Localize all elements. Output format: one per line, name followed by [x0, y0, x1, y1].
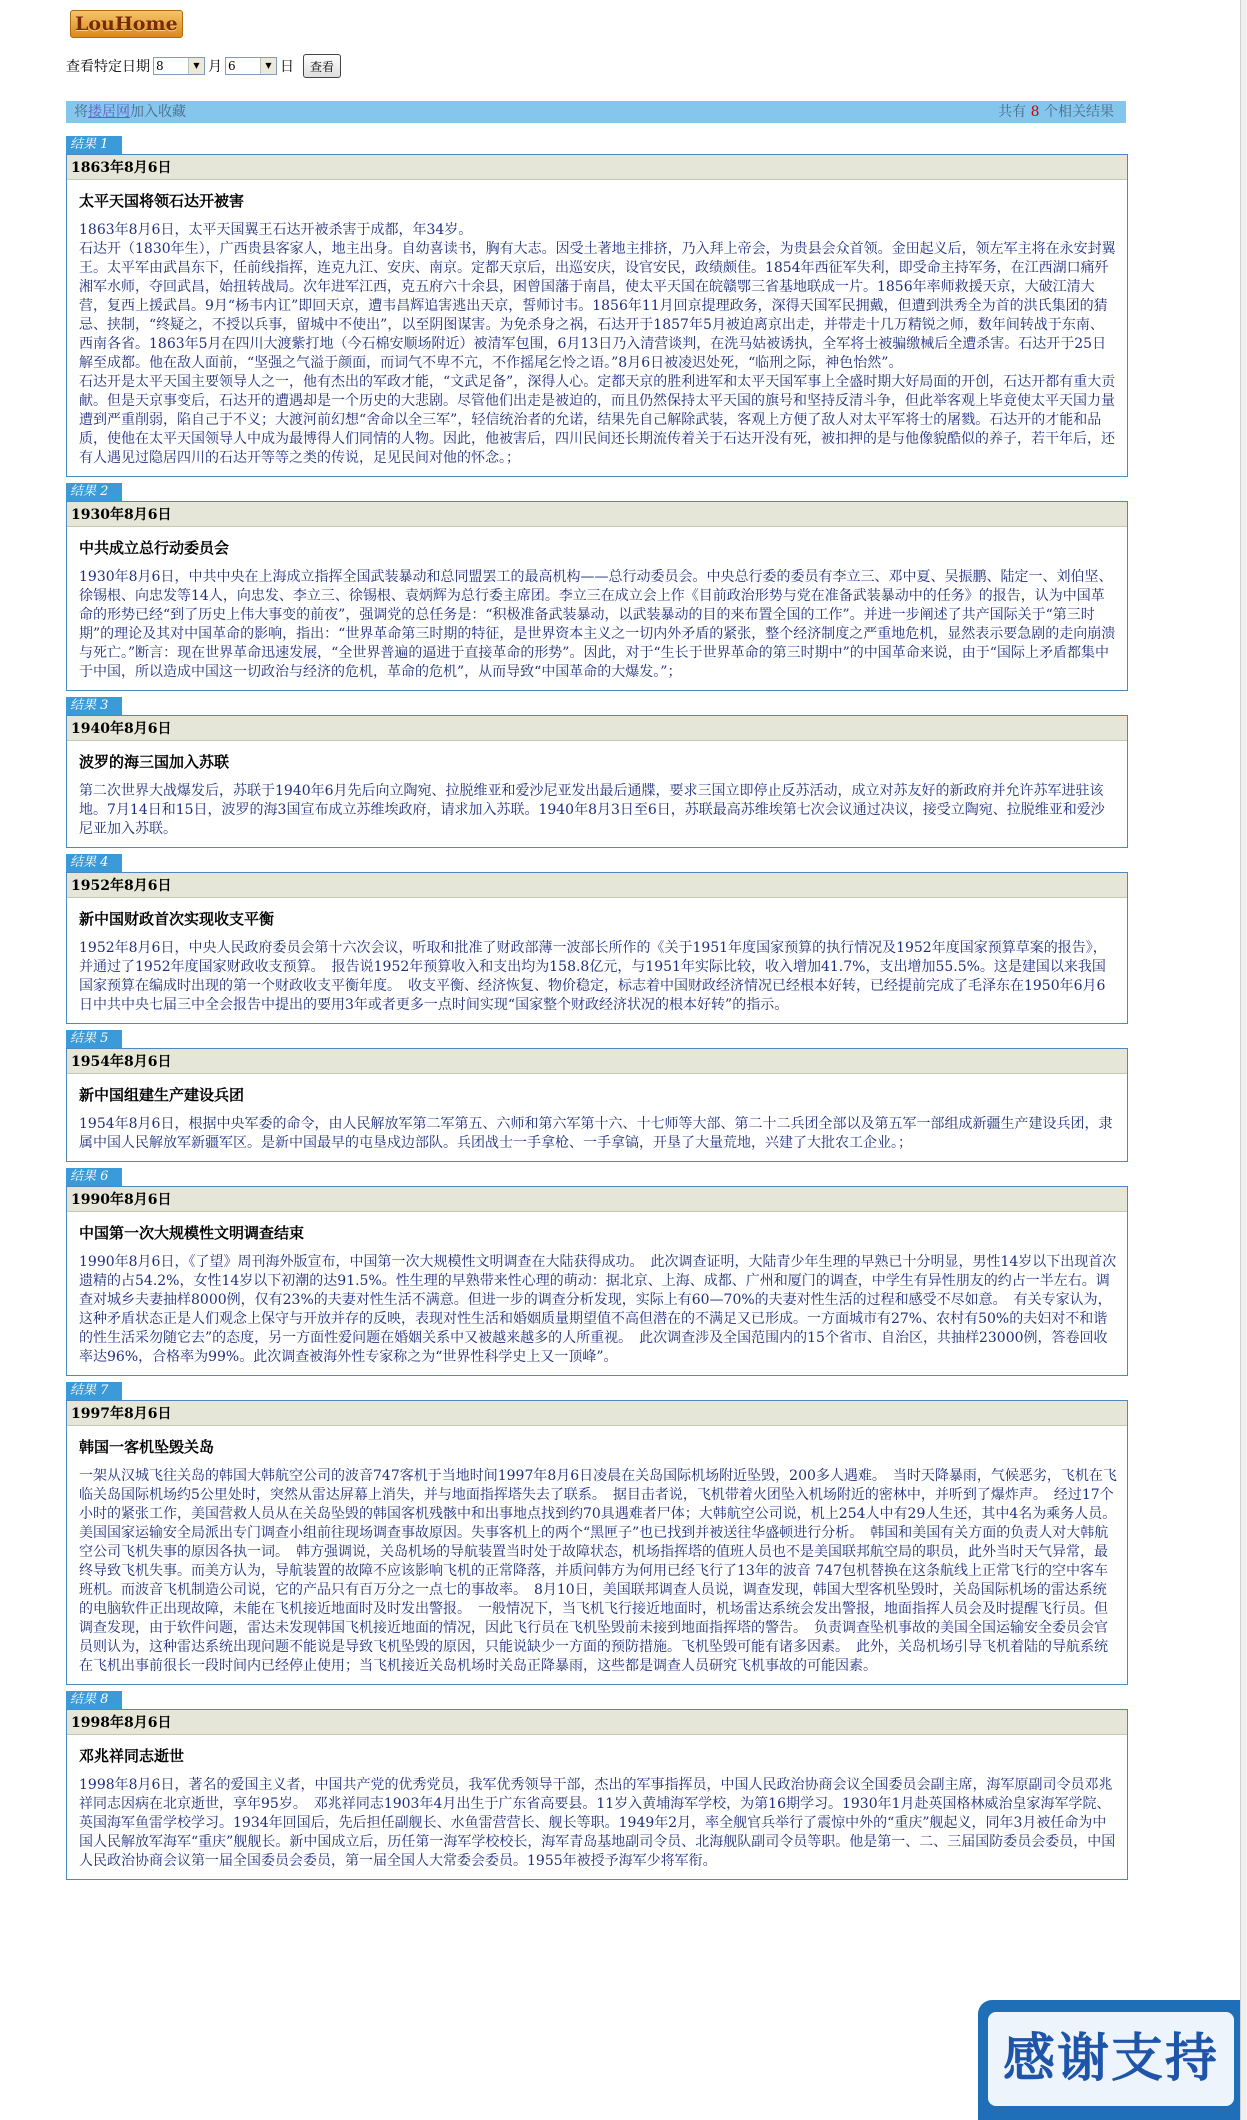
result-item	[66, 136, 1128, 477]
chevron-down-icon: ▼	[188, 58, 204, 74]
result-count-number: 8	[1030, 104, 1040, 120]
result-item	[66, 1691, 1128, 1880]
result-tag: 结果 5	[66, 1030, 122, 1048]
result-tag: 结果 8	[66, 1691, 122, 1709]
result-date: 1997年8月6日	[67, 1401, 1127, 1426]
result-title: 邓兆祥同志逝世	[79, 1747, 185, 1765]
day-unit-label: 日	[280, 59, 294, 75]
result-tag: 结果 4	[66, 854, 122, 872]
result-tag: 结果 6	[66, 1168, 122, 1186]
month-select-value: 8	[156, 59, 164, 73]
result-card	[66, 1048, 1128, 1162]
result-text: 1952年8月6日，中央人民政府委员会第十六次会议，听取和批准了财政部薄一波部长所作的《关于1951年度国家预算的执行情况及1952年度国家预算草案的报告》，并通过了1952年度国家财政收支预算。 报告说1952年预算收入和支出均为158.8亿元，与1951年实际比较，收入增加41.7%，支出增加55.5%。这是建国以来我国国家预算在编成时出现的第一个财政收支平衡年度。 收支平衡、经济恢复、物价稳定，标志着中国财政经济情况已经根本好转，已经提前完成了毛泽东在1950年6月6日中共中央七届三中全会报告中提出的要用3年或者更多一点时间实现“国家整个财政经济状况的根本好转”的指示。	[79, 940, 1107, 1013]
result-text: 1998年8月6日，著名的爱国主义者，中国共产党的优秀党员，我军优秀领导干部，杰出的军事指挥员，中国人民政治协商会议全国委员会副主席，海军原副司令员邓兆祥同志因病在北京逝世，享年95岁。 邓兆祥同志1903年4月出生于广东省高要县。11岁入黄埔海军学校，为第16期学习。1930年1月赴英国格林威治皇家海军学院、英国海军鱼雷学校学习。1934年回国后，先后担任副舰长、水鱼雷营营长、舰长等职。1949年2月，率全舰官兵举行了震惊中外的“重庆”舰起义，同年3月被任命为中国人民解放军海军“重庆”舰舰长。新中国成立后，历任第一海军学校校长，海军青岛基地副司令员、北海舰队副司令员等职。他是第一、二、三届国防委员会委员，中国人民政治协商会议第一届全国委员会委员，第一届全国人大常委会委员。1955年被授予海军少将军衔。	[79, 1777, 1116, 1869]
site-logo[interactable]: LouHome	[70, 10, 183, 38]
month-select[interactable]	[153, 57, 205, 75]
result-item	[66, 1382, 1128, 1685]
result-item	[66, 697, 1128, 848]
result-tag: 结果 3	[66, 697, 122, 715]
result-date: 1952年8月6日	[67, 873, 1127, 898]
add-favorite-prefix: 将	[74, 104, 88, 120]
result-text: 1930年8月6日，中共中央在上海成立指挥全国武装暴动和总同盟罢工的最高机构——总行动委员会。中央总行委的委员有李立三、邓中夏、吴振鹏、陆定一、刘伯坚、徐锡根、向忠发等14人，向忠发、李立三、徐锡根、袁炳辉为总行委主席团。李立三在成立会上作《目前政治形势与党在准备武装暴动中的任务》的报告，认为中国革命的形势已经“到了历史上伟大事变的前夜”，强调党的总任务是：“积极准备武装暴动，以武装暴动的目的来布置全国的工作”。并进一步阐述了共产国际关于“第三时期”的理论及其对中国革命的影响，指出：“世界革命第三时期的特征，是世界资本主义之一切内外矛盾的紧张，整个经济制度之严重地危机，显然表示要急剧的走向崩溃与死亡。”断言：现在世界革命迅速发展，“全世界普遍的逼进于直接革命的形势”。因此，对于“生长于世界革命的第三时期中”的中国革命来说，由于“国际上矛盾都集中于中国，所以造成中国这一切政治与经济的危机，革命的危机”，从而导致“中国革命的大爆发。”；	[79, 569, 1116, 680]
result-count	[998, 101, 1114, 123]
thanks-badge[interactable]	[978, 2000, 1247, 2120]
result-text: 1863年8月6日，太平天国翼王石达开被杀害于成都，年34岁。 石达开（1830年生），广西贵县客家人，地主出身。自幼喜读书，胸有大志。因受土著地主排挤，乃入拜上帝会，为贵县会众首领。金田起义后，领左军主将在永安封翼王。太平军由武昌东下，任前线指挥，连克九江、安庆、南京。定都天京后，出巡安庆，设官安民，政绩颇佳。1854年西征军失利，即受命主持军务，在江西湖口痛歼湘军水师，夺回武昌，始扭转战局。次年进军江西，克五府六十余县，困曾国藩于南昌，使太平天国在皖赣鄂三省基地联成一片。1856年率师救援天京，大破江清大营，复西上援武昌。9月“杨韦内讧”即回天京，遭韦昌辉追害逃出天京，誓师讨韦。1856年11月回京提理政务，深得天国军民拥戴，但遭到洪秀全为首的洪氏集团的猜忌、挟制，“终疑之，不授以兵事，留城中不使出”，以至阴图谋害。为免杀身之祸，石达开于1857年5月被迫离京出走，并带走十几万精锐之师，数年间转战于东南、西南各省。1863年5月在四川大渡紫打地（今石棉安顺场附近）被清军包围，6月13日乃入清营谈判，在洗马姑被诱执，全军将士被骗缴械后全遭杀害。石达开于25日解至成都。他在敌人面前，“坚强之气溢于颜面，而词气不卑不亢，不作摇尾乞怜之语。”8月6日被凌迟处死，“临刑之际，神色怡然”。 石达开是太平天国主要领导人之一，他有杰出的军政才能，“文武足备”，深得人心。定都天京的胜利进军和太平天国军事上全盛时期大好局面的开创，石达开都有重大贡献。但是天京事变后，石达开的遭遇却是一个历史的大悲剧。尽管他们出走是被迫的，而且仍然保持太平天国的旗号和坚持反清斗争，但此举客观上毕竟使太平天国力量遭到严重削弱，陷自己于不义；大渡河前幻想“舍命以全三军”，轻信统治者的允诺，结果先自己解除武装，客观上方便了敌人对太平军将士的屠戮。石达开的才能和品质，使他在太平天国领导人中成为最博得人们同情的人物。因此，他被害后，四川民间还长期流传着关于石达开没有死，被扣押的是与他像貌酷似的养子，若干年后，还有人遇见过隐居四川的石达开等等之类的传说，足见民间对他的怀念。；	[79, 222, 1116, 466]
result-tag: 结果 1	[66, 136, 122, 154]
site-name-link[interactable]: 搂居网	[88, 104, 130, 120]
result-text: 1954年8月6日，根据中央军委的命令，由人民解放军第二军第五、六师和第六军第十六、十七师等大部、第二十二兵团全部以及第五军一部组成新疆生产建设兵团，隶属中国人民解放军新疆军区。是新中国最早的屯垦戍边部队。兵团战士一手拿枪、一手拿镐，开垦了大量荒地，兴建了大批农工企业。；	[79, 1116, 1113, 1151]
result-date: 1863年8月6日	[67, 155, 1127, 180]
results-header-bar	[66, 101, 1126, 123]
date-query-label: 查看特定日期	[66, 59, 150, 75]
results-list	[66, 136, 1128, 1886]
result-title: 太平天国将领石达开被害	[79, 192, 245, 210]
day-select[interactable]	[225, 57, 277, 75]
thanks-badge-text: 感谢支持	[988, 2012, 1234, 2106]
result-item	[66, 1030, 1128, 1162]
result-date: 1990年8月6日	[67, 1187, 1127, 1212]
result-item	[66, 483, 1128, 691]
result-tag: 结果 7	[66, 1382, 122, 1400]
result-title: 韩国一客机坠毁关岛	[79, 1438, 215, 1456]
chevron-down-icon: ▼	[260, 58, 276, 74]
month-unit-label: 月	[208, 59, 222, 75]
result-date: 1930年8月6日	[67, 502, 1127, 527]
result-card	[66, 1400, 1128, 1685]
result-date: 1940年8月6日	[67, 716, 1127, 741]
result-count-prefix: 共有	[998, 104, 1027, 120]
result-card	[66, 872, 1128, 1024]
day-select-value: 6	[228, 59, 236, 73]
result-count-suffix: 个相关结果	[1044, 104, 1114, 120]
result-date: 1998年8月6日	[67, 1710, 1127, 1735]
result-text: 1990年8月6日，《了望》周刊海外版宣布，中国第一次大规模性文明调查在大陆获得成功。 此次调查证明，大陆青少年生理的早熟已十分明显，男性14岁以下出现首次遗精的占54.2%，女性14岁以下初潮的达91.5%。性生理的早熟带来性心理的萌动：据北京、上海、成都、广州和厦门的调查，中学生有异性朋友的约占一半左右。调查对城乡夫妻抽样8000例，仅有23%的夫妻对性生活不满意。但进一步的调查分析发现，实际上有60—70%的夫妻对性生活的过程和感受不尽如意。 有关专家认为，这种矛盾状态正是人们观念上保守与开放并存的反映，表现对性生活和婚姻质量期望值不高但潜在的不满足又已形成。一方面城市有27%、农村有50%的夫妇对不和谐的性生活采勿随它去”的态度，另一方面性爱问题在婚姻关系中又被越来越多的人所重视。 此次调查涉及全国范围内的15个省市、自治区，共抽样23000例，答卷回收率达96%，合格率为99%。此次调查被海外性专家称之为“世界性科学史上又一顶峰”。	[79, 1254, 1117, 1365]
result-title: 中共成立总行动委员会	[79, 539, 230, 557]
vertical-scrollbar[interactable]	[1240, 0, 1247, 2120]
result-title: 新中国组建生产建设兵团	[79, 1086, 245, 1104]
date-query-bar	[66, 54, 341, 78]
result-title: 新中国财政首次实现收支平衡	[79, 910, 275, 928]
result-text: 第二次世界大战爆发后，苏联于1940年6月先后向立陶宛、拉脱维亚和爱沙尼亚发出最后通牒，要求三国立即停止反苏活动，成立对苏友好的新政府并允许苏军进驻该地。7月14日和15日，波罗的海3国宣布成立苏维埃政府，请求加入苏联。1940年8月3日至6日，苏联最高苏维埃第七次会议通过决议，接受立陶宛、拉脱维亚和爱沙尼亚加入苏联。	[79, 783, 1105, 837]
view-button[interactable]: 查看	[303, 54, 341, 78]
result-title: 中国第一次大规模性文明调查结束	[79, 1224, 305, 1242]
result-card	[66, 501, 1128, 691]
result-item	[66, 1168, 1128, 1376]
result-item	[66, 854, 1128, 1024]
result-date: 1954年8月6日	[67, 1049, 1127, 1074]
result-tag: 结果 2	[66, 483, 122, 501]
result-card	[66, 154, 1128, 477]
add-favorite	[74, 101, 186, 123]
result-text: 一架从汉城飞往关岛的韩国大韩航空公司的波音747客机于当地时间1997年8月6日凌晨在关岛国际机场附近坠毁，200多人遇难。 当时天降暴雨，气候恶劣，飞机在飞临关岛国际机场约5公里处时，突然从雷达屏幕上消失，并与地面指挥塔失去了联系。 据目击者说，飞机带着火团坠入机场附近的密林中，并听到了爆炸声。 经过17个小时的紧张工作，美国营救人员从在关岛坠毁的韩国客机残骸中和出事地点找到约70具遇难者尸体；大韩航空公司说，机上254人中有29人生还，其中4名为乘务人员。美国国家运输安全局派出专门调查小组前往现场调查事故原因。失事客机上的两个“黑匣子”也已找到并被送往华盛顿进行分析。 韩国和美国有关方面的负责人对大韩航空公司飞机失事的原因各执一词。 韩方强调说，关岛机场的导航装置当时处于故障状态，机场指挥塔的值班人员也不是美国联邦航空局的职员，此外当时天气异常，最终导致飞机失事。而美方认为，导航装置的故障不应该影响飞机的正常降落，并质问韩方为何用已经飞行了13年的波音 747包机替换在这条航线上正常飞行的空中客车班机。而波音飞机制造公司说，它的产品只有百万分之一点七的事故率。 8月10日，美国联邦调查人员说，调查发现，韩国大型客机坠毁时，关岛国际机场的雷达系统的电脑软件正出现故障，未能在飞机接近地面时及时发出警报。 一般情况下，当飞机飞行接近地面时，机场雷达系统会发出警报，地面指挥人员会及时提醒飞行员。但调查发现，由于软件问题，雷达未发现韩国飞机接近地面的情况，因此飞行员在飞机坠毁前未接到地面指挥塔的警告。 负责调查坠机事故的美国全国运输安全委员会官员则认为，这种雷达系统出现问题不能说是导致飞机坠毁的原因，只能说缺少一方面的预防措施。飞机坠毁可能有诸多因素。 此外，关岛机场引导飞机着陆的导航系统在飞机出事前很长一段时间内已经停止使用；当飞机接近关岛机场时关岛正降暴雨，这些都是调查人员研究飞机事故的可能因素。	[79, 1468, 1117, 1674]
result-title: 波罗的海三国加入苏联	[79, 753, 230, 771]
result-card	[66, 715, 1128, 848]
result-card	[66, 1709, 1128, 1880]
result-card	[66, 1186, 1128, 1376]
add-favorite-suffix[interactable]: 加入收藏	[130, 104, 186, 120]
